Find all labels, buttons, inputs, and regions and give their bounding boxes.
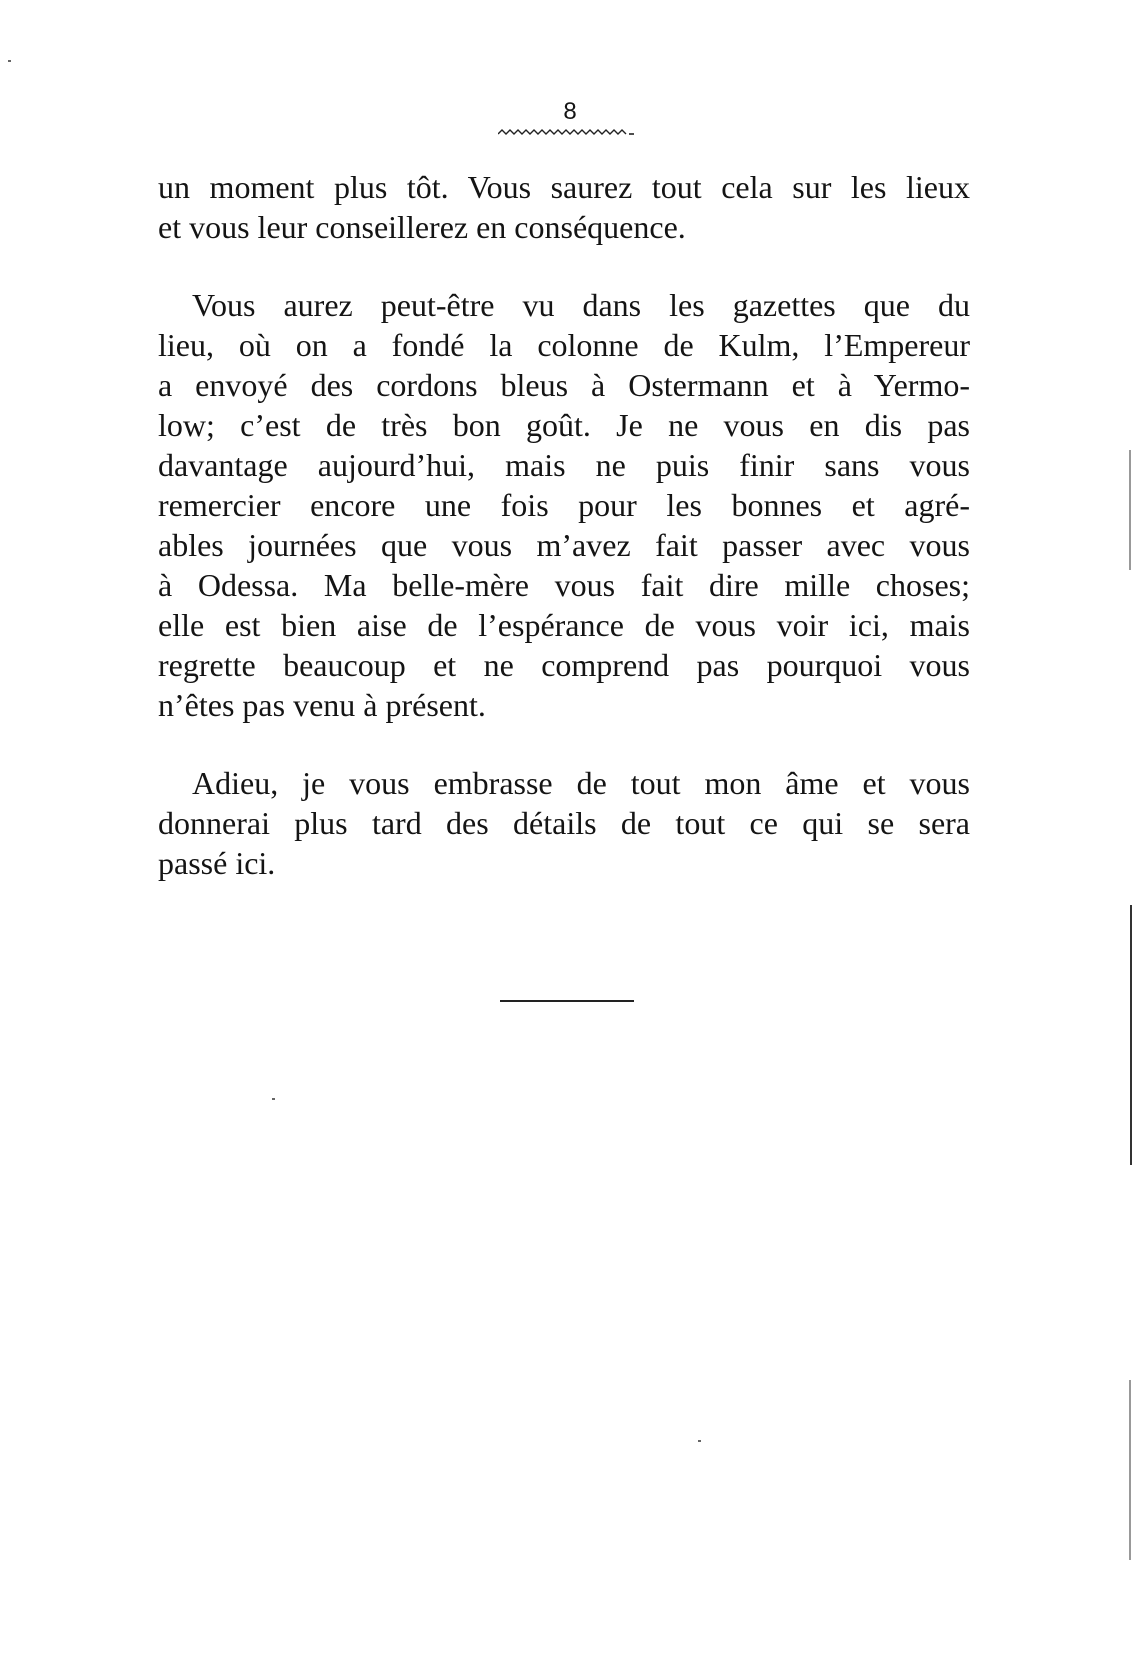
text-line: Adieu, je vous embrasse de tout mon âme et vous [192, 765, 970, 801]
text-line: et vous leur conseillerez en conséquence. [158, 209, 686, 245]
text-line: un moment plus tôt. Vous saurez tout cela sur les lieux [158, 169, 970, 205]
text-line: low; c’est de très bon goût. Je ne vous en dis pas [158, 407, 970, 443]
scan-speck [272, 1098, 275, 1100]
text-line: remercier encore une fois pour les bonnes et agré- [158, 487, 970, 523]
text-line: davantage aujourd’hui, mais ne puis finir sans vous [158, 447, 970, 483]
page-number: 8 [563, 98, 577, 125]
letter-body [158, 167, 970, 921]
text-line: à Odessa. Ma belle-mère vous fait dire mille choses; [158, 567, 970, 603]
paragraph-1 [158, 167, 970, 247]
paragraph-3 [158, 763, 970, 883]
scan-speck [698, 1440, 701, 1442]
text-line: a envoyé des cordons bleus à Ostermann et à Yermo- [158, 367, 970, 403]
text-line: lieu, où on a fondé la colonne de Kulm, l’Empereur [158, 327, 970, 363]
scan-speck [8, 60, 11, 62]
scan-edge-mark [1129, 450, 1131, 570]
wavy-rule-ornament [498, 128, 634, 140]
closing-rule [500, 1000, 634, 1002]
text-line: Vous aurez peut-être vu dans les gazettes que du [192, 287, 970, 323]
text-line: elle est bien aise de l’espérance de vous voir ici, mais [158, 607, 970, 643]
scan-edge-mark [1129, 1380, 1131, 1560]
text-line: passé ici. [158, 845, 276, 881]
text-line: ables journées que vous m’avez fait passer avec vous [158, 527, 970, 563]
paragraph-2 [158, 285, 970, 725]
text-line: regrette beaucoup et ne comprend pas pourquoi vous [158, 647, 970, 683]
scan-edge-mark [1130, 905, 1132, 1165]
text-line: donnerai plus tard des détails de tout ce qui se sera [158, 805, 970, 841]
text-line: n’êtes pas venu à présent. [158, 687, 486, 723]
